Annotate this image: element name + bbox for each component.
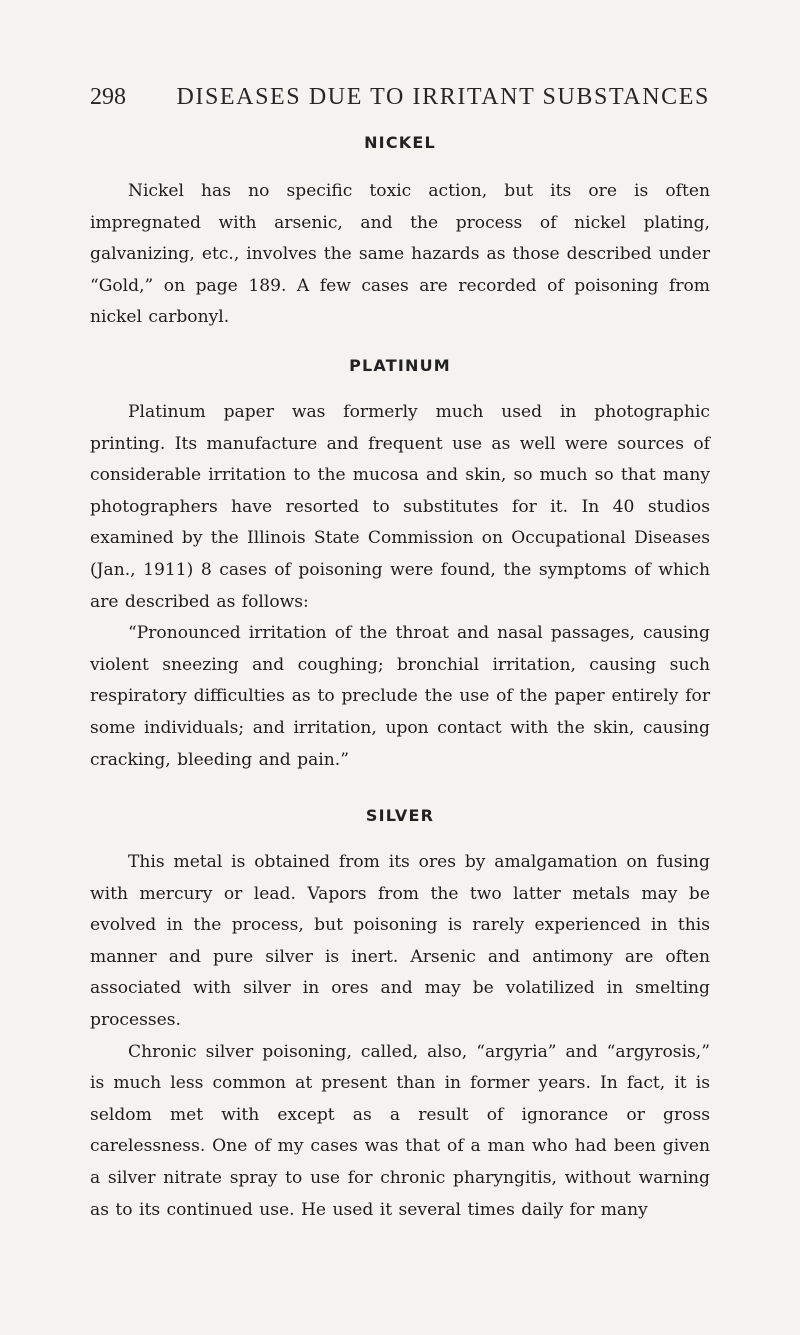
paragraph-nickel: Nickel has no specific toxic action, but its ore is often impregnated with arsenic, and the process of nickel plating, galvanizing, etc., involves the same hazards as those described under “Gold,” on page 189. A few cases are recorded of poisoning from nickel carbonyl. — [90, 181, 710, 328]
section-heading-platinum: PLATINUM — [349, 355, 451, 375]
book-page — [90, 84, 710, 1226]
paragraph-platinum-quote: “Pronounced irritation of the throat and nasal passages, causing violent sneezing and coughing; bronchial irritation, causing such respiratory difficulties as to preclude the use of the paper entirely for some individuals; and irritation, upon contact with the skin, causing cracking, bleeding and pain.” — [90, 623, 710, 770]
paragraph-silver-1: This metal is obtained from its ores by amalgamation on fusing with mercury or lead. Vapors from the two latter metals may be evolved in the process, but poisoning is rarely experienced in this manner and pure silver is inert. Arsenic and antimony are often associated with silver in ores and may be volatilized in smelting processes. — [90, 852, 710, 1031]
section-heading-silver: SILVER — [365, 806, 435, 826]
page-number: 298 — [90, 84, 126, 110]
running-head — [90, 84, 710, 111]
section-heading-nickel: NICKEL — [364, 133, 436, 152]
paragraph-platinum: Platinum paper was formerly much used in photographic printing. Its manufacture and frequent use as well were sources of considerable irritation to the mucosa and skin, so much so that many photographers have resorted to substitutes for it. In 40 studios examined by the Illinois State Commission on Occupational Diseases (Jan., 1911) 8 cases of poisoning were found, the symptoms of which are described as follows: — [90, 401, 710, 612]
running-head-title: DISEASES DUE TO IRRITANT SUBSTANCES — [176, 84, 710, 110]
paragraph-silver-2: Chronic silver poisoning, called, also, “argyria” and “argyrosis,” is much less common at present than in former years. In fact, it is seldom met with except as a result of ignorance or gross carelessness. One of my cases was that of a man who had been given a silver nitrate spray to use for chronic pharyngitis, without warning as to its continued use. He used it several times daily for many — [90, 1041, 710, 1220]
